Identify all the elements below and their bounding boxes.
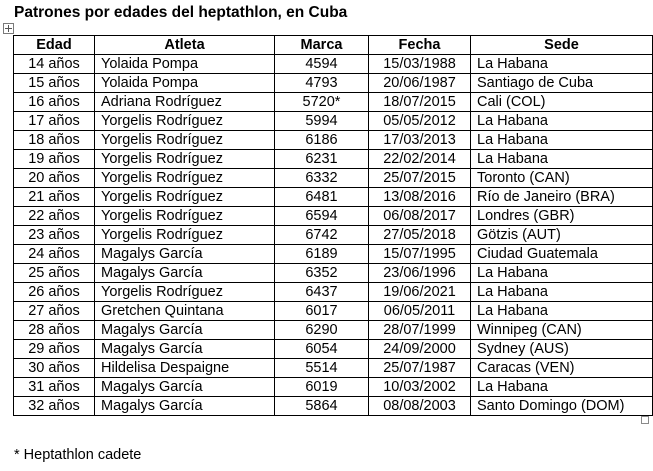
cell-fecha: 13/08/2016 [369,188,471,207]
cell-fecha: 23/06/1996 [369,264,471,283]
cell-marca: 5514 [275,359,369,378]
cell-atleta: Yorgelis Rodríguez [95,131,275,150]
table-row [14,226,653,245]
table-row [14,93,653,112]
cell-fecha: 15/07/1995 [369,245,471,264]
footnote: * Heptathlon cadete [14,447,142,463]
header-marca: Marca [275,36,369,55]
header-atleta: Atleta [95,36,275,55]
cell-marca: 6352 [275,264,369,283]
cell-marca: 6231 [275,150,369,169]
cell-marca: 6594 [275,207,369,226]
cell-atleta: Yorgelis Rodríguez [95,112,275,131]
table-header-row [14,36,653,55]
cell-marca: 4793 [275,74,369,93]
cell-fecha: 06/08/2017 [369,207,471,226]
cell-edad: 23 años [14,226,95,245]
cell-fecha: 25/07/2015 [369,169,471,188]
table-row [14,74,653,93]
cell-edad: 25 años [14,264,95,283]
cell-atleta: Yorgelis Rodríguez [95,188,275,207]
table-row [14,359,653,378]
cell-sede: Sydney (AUS) [471,340,653,359]
cell-sede: Götzis (AUT) [471,226,653,245]
table-row [14,264,653,283]
header-sede: Sede [471,36,653,55]
cell-fecha: 22/02/2014 [369,150,471,169]
cell-edad: 17 años [14,112,95,131]
table-row [14,207,653,226]
cell-marca: 5720* [275,93,369,112]
cell-marca: 5864 [275,397,369,416]
cell-marca: 6019 [275,378,369,397]
cell-sede: Río de Janeiro (BRA) [471,188,653,207]
cell-edad: 30 años [14,359,95,378]
records-table [13,35,653,416]
cell-edad: 31 años [14,378,95,397]
table-row [14,150,653,169]
table-row [14,169,653,188]
cell-sede: La Habana [471,378,653,397]
table-resize-handle-icon[interactable] [641,416,649,424]
cell-atleta: Adriana Rodríguez [95,93,275,112]
table-row [14,188,653,207]
cell-marca: 6290 [275,321,369,340]
table-move-handle-icon[interactable] [3,23,14,34]
cell-edad: 20 años [14,169,95,188]
cell-fecha: 10/03/2002 [369,378,471,397]
cell-marca: 6054 [275,340,369,359]
cell-fecha: 15/03/1988 [369,55,471,74]
cell-fecha: 17/03/2013 [369,131,471,150]
cell-marca: 6332 [275,169,369,188]
cell-atleta: Yorgelis Rodríguez [95,150,275,169]
cell-sede: La Habana [471,283,653,302]
cell-marca: 5994 [275,112,369,131]
table-row [14,55,653,74]
cell-edad: 22 años [14,207,95,226]
cell-sede: Cali (COL) [471,93,653,112]
cell-atleta: Yolaida Pompa [95,74,275,93]
cell-edad: 21 años [14,188,95,207]
cell-sede: Winnipeg (CAN) [471,321,653,340]
cell-sede: La Habana [471,302,653,321]
cell-sede: Santo Domingo (DOM) [471,397,653,416]
cell-atleta: Magalys García [95,245,275,264]
cell-fecha: 27/05/2018 [369,226,471,245]
cell-sede: Londres (GBR) [471,207,653,226]
cell-edad: 26 años [14,283,95,302]
cell-sede: Toronto (CAN) [471,169,653,188]
cell-fecha: 08/08/2003 [369,397,471,416]
cell-atleta: Magalys García [95,397,275,416]
cell-fecha: 28/07/1999 [369,321,471,340]
cell-atleta: Yorgelis Rodríguez [95,169,275,188]
cell-sede: Caracas (VEN) [471,359,653,378]
cell-fecha: 06/05/2011 [369,302,471,321]
cell-marca: 6437 [275,283,369,302]
cell-sede: Ciudad Guatemala [471,245,653,264]
cell-marca: 6481 [275,188,369,207]
cell-atleta: Yorgelis Rodríguez [95,283,275,302]
table-row [14,283,653,302]
cell-marca: 6017 [275,302,369,321]
header-edad: Edad [14,36,95,55]
table-row [14,321,653,340]
cell-edad: 19 años [14,150,95,169]
cell-marca: 4594 [275,55,369,74]
cell-edad: 24 años [14,245,95,264]
cell-edad: 14 años [14,55,95,74]
table-row [14,340,653,359]
header-fecha: Fecha [369,36,471,55]
cell-atleta: Magalys García [95,340,275,359]
cell-edad: 29 años [14,340,95,359]
cell-marca: 6186 [275,131,369,150]
cell-atleta: Gretchen Quintana [95,302,275,321]
table-row [14,397,653,416]
cell-fecha: 20/06/1987 [369,74,471,93]
cell-edad: 32 años [14,397,95,416]
cell-sede: La Habana [471,131,653,150]
cell-fecha: 19/06/2021 [369,283,471,302]
cell-fecha: 18/07/2015 [369,93,471,112]
cell-sede: Santiago de Cuba [471,74,653,93]
cell-fecha: 25/07/1987 [369,359,471,378]
table-row [14,302,653,321]
cell-fecha: 05/05/2012 [369,112,471,131]
cell-sede: La Habana [471,150,653,169]
cell-sede: La Habana [471,55,653,74]
cell-atleta: Hildelisa Despaigne [95,359,275,378]
cell-sede: La Habana [471,112,653,131]
cell-marca: 6189 [275,245,369,264]
cell-atleta: Yorgelis Rodríguez [95,207,275,226]
cell-atleta: Yolaida Pompa [95,55,275,74]
cell-edad: 18 años [14,131,95,150]
table-row [14,112,653,131]
cell-edad: 28 años [14,321,95,340]
cell-edad: 27 años [14,302,95,321]
table-row [14,245,653,264]
cell-marca: 6742 [275,226,369,245]
cell-edad: 16 años [14,93,95,112]
cell-atleta: Magalys García [95,378,275,397]
cell-fecha: 24/09/2000 [369,340,471,359]
cell-atleta: Yorgelis Rodríguez [95,226,275,245]
cell-sede: La Habana [471,264,653,283]
cell-edad: 15 años [14,74,95,93]
table-row [14,378,653,397]
document-title: Patrones por edades del heptathlon, en Cuba [14,4,348,21]
table-row [14,131,653,150]
cell-atleta: Magalys García [95,264,275,283]
cell-atleta: Magalys García [95,321,275,340]
